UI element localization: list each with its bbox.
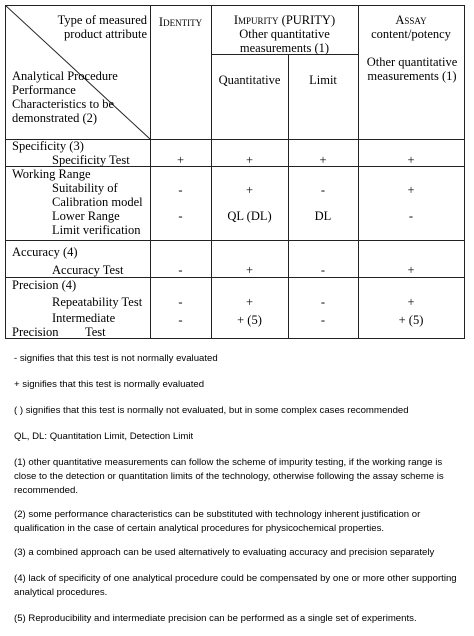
cell-identity: -: [178, 263, 183, 277]
row-label-precision: Precision: [12, 325, 59, 339]
row-label-lower-range: Lower Range Limit verification: [52, 209, 141, 237]
identity-header: Identity: [158, 15, 203, 29]
cell-quantitative: +: [245, 295, 254, 309]
assay-subheader: Other quantitative measurements (1): [366, 55, 458, 83]
assay-header: Assay: [395, 13, 427, 27]
section-title-specificity: Specificity (3): [12, 139, 84, 153]
cell-identity: -: [178, 313, 183, 327]
cell-assay: +: [407, 153, 415, 167]
corner-top-label: Type of measured product attribute: [57, 13, 147, 41]
cell-limit: -: [320, 313, 326, 327]
row-label-intermediate: Intermediate: [52, 311, 116, 325]
note-minus: - signifies that this test is not normally evaluated: [14, 353, 218, 364]
footnote-2: (2) some performance characteristics can be substituted with technology inherent justification or qualification in the case of certain analytical procedures for physicochemical properties.: [14, 509, 421, 534]
column-divider-assay: [358, 5, 359, 339]
cell-limit: -: [320, 183, 326, 197]
row-label-repeatability: Repeatability Test: [52, 295, 143, 309]
section-title-accuracy: Accuracy (4): [12, 245, 78, 259]
cell-identity: +: [176, 153, 185, 167]
impurity-subheader: Other quantitative measurements (1): [239, 27, 330, 55]
cell-identity: -: [178, 209, 183, 223]
section-title-working-range: Working Range: [12, 167, 91, 181]
cell-limit: -: [320, 295, 326, 309]
footnote-5: (5) Reproducibility and intermediate precision can be performed as a single set of experiments.: [14, 613, 417, 624]
cell-assay: +: [407, 295, 415, 309]
row-label-specificity-test: Specificity Test: [52, 153, 130, 167]
footnote-4: (4) lack of specificity of one analytical procedure could be compensated by one or more other supporting analytical procedures.: [14, 573, 457, 598]
column-divider-impurity: [211, 5, 212, 339]
cell-quantitative: +: [245, 153, 254, 167]
footnote-3: (3) a combined approach can be used alternatively to evaluating accuracy and precision separately: [14, 547, 435, 558]
section-divider-working-range: [5, 240, 465, 241]
validation-table: [5, 5, 465, 339]
cell-assay: +: [407, 263, 415, 277]
limit-header: Limit: [309, 73, 337, 87]
table-border-bottom: [5, 338, 465, 339]
section-title-precision: Precision (4): [12, 278, 77, 292]
assay-header-sub: content/potency: [371, 27, 451, 41]
cell-identity: -: [178, 295, 183, 309]
cell-assay: +: [407, 183, 415, 197]
note-parentheses: ( ) signifies that this test is normally not evaluated, but in some complex cases recommended: [14, 405, 409, 416]
cell-assay: + (5): [398, 313, 424, 327]
impurity-header: Impurity (PURITY): [233, 13, 336, 27]
row-label-calibration: Suitability of Calibration model: [52, 181, 143, 209]
footnote-1: (1) other quantitative measurements can follow the scheme of impurity testing, if the working range is close to the detection or quantitation limits of the technology, otherwise following the assay scheme is recommended.: [14, 457, 444, 496]
cell-quantitative: + (5): [237, 313, 262, 327]
cell-limit: -: [320, 263, 326, 277]
cell-quantitative: QL (DL): [227, 209, 272, 223]
row-label-accuracy-test: Accuracy Test: [52, 263, 124, 277]
corner-bottom-label: Analytical Procedure Performance Characteristics to be demonstrated (2): [12, 69, 118, 125]
cell-quantitative: +: [245, 183, 254, 197]
cell-limit: +: [319, 153, 327, 167]
note-plus: + signifies that this test is normally evaluated: [14, 379, 205, 390]
cell-identity: -: [178, 183, 183, 197]
table-border-right: [464, 5, 465, 339]
row-label-test: Test: [85, 325, 106, 339]
cell-quantitative: +: [245, 263, 254, 277]
cell-assay: -: [408, 209, 414, 223]
quantitative-header: Quantitative: [218, 73, 281, 87]
note-ql-dl: QL, DL: Quantitation Limit, Detection Limit: [14, 431, 194, 442]
cell-limit: DL: [314, 209, 332, 223]
